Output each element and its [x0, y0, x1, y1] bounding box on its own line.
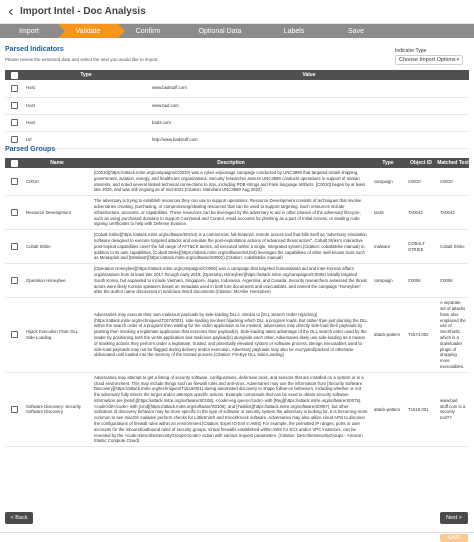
row-checkbox[interactable] [11, 85, 18, 92]
back-arrow-icon[interactable] [6, 7, 16, 17]
group-description: The adversary is trying to establish resources they can use to support operations. Resource Development consists of techniques that involve adversaries creating, purchasing, or compromising/stealing resources that can be used to support targeting. Such resources include infrastructure, accounts, or capabilities. These resources can be leveraged by the adversary to aid in other phases of the adversary lifecycle, such as using purchased domains to support Command and Control, email accounts for phishing as a part of Initial Access, or stealing code signing certificates to help with Defense Evasion. [91, 196, 371, 230]
row-checkbox[interactable] [11, 119, 18, 126]
group-type: tactic [371, 196, 405, 230]
step-validate[interactable]: Validate [58, 24, 118, 38]
step-optional-data[interactable]: Optional Data [178, 24, 262, 38]
group-description: [Cobalt Strike](https://attack.mitre.org/software/S0154) is a commercial, full-featured, remote access tool that bills itself as "adversary simulation software designed to execute targeted attacks and emulate the post-exploitation actions of advanced threat actors". Cobalt Strike's interactive post-exploit capabilities cover the full range of ATT&CK tactics, all executed within a single, integrated system.(Citation: cobaltstrike manual) In addition to its own capabilities, [Cobalt Strike](https://attack.mitre.org/software/S0154) leverages the capabilities of other well-known tools such as Metasploit and [Mimikatz](https://attack.mitre.org/software/S0002).(Citation: cobaltstrike manual) [91, 230, 371, 264]
table-row [5, 196, 469, 230]
group-name: Software Discovery: Security Software Discovery [23, 372, 91, 447]
group-name: C0010 [23, 168, 91, 196]
group-object-id: C0010 [405, 168, 437, 196]
group-matched-text: www.bad stuff.com is a security tool?? [437, 372, 469, 447]
indicator-type: Host [23, 80, 149, 97]
checkbox-icon[interactable] [11, 72, 18, 79]
parsed-groups-title: Parsed Groups [5, 146, 56, 153]
row-checkbox[interactable] [11, 331, 18, 338]
group-object-id: C0006 [405, 264, 437, 298]
column-header-type: Type [23, 70, 149, 80]
column-header-object-id: Object ID [405, 158, 437, 168]
step-confirm[interactable]: Confirm [118, 24, 178, 38]
step-import[interactable]: Import [0, 24, 58, 38]
indicator-value: bad3.com [149, 114, 469, 131]
indicator-type-label: Indicator Type [395, 48, 427, 54]
column-header-value: Value [149, 70, 469, 80]
row-checkbox[interactable] [11, 277, 18, 284]
table-row [5, 80, 469, 97]
group-matched-text: C0006 [437, 264, 469, 298]
group-description: Adversaries may attempt to get a listing of security software, configurations, defensive tools, and sensors that are installed on a system or in a cloud environment. This may include things such as firewall rules and anti-virus. Adversaries may use the information from [Security Software Discovery](https://attack.mitre.org/techniques/T1518/001) during automated discovery to shape follow-on behaviors, including whether or not the adversary fully infects the target and/or attempts specific actions. Example commands that can be used to obtain security software information are [netsh](https://attack.mitre.org/software/S0108), <code>reg query</code> with [Reg](https://attack.mitre.org/software/S0075), <code>dir</code> with [cmd](https://attack.mitre.org/software/S0106), and [Tasklist](https://attack.mitre.org/software/S0057), but other indicators of discovery behavior may be more specific to the type of software or security system the adversary is looking for. It is becoming more common to see macOS malware perform checks for LittleSnitch and KnockKnock software. Adversaries may also utilize cloud APIs to discover the configurations of firewall rules within an environment.(Citation: Expel IO Evil in AWS) For example, the permitted IP ranges, ports or user accounts for the inbound/outbound rules of security groups, virtual firewalls established within AWS for EC2 and/or VPC instances, can be revealed by the <code>DescribeSecurityGroups</code> action with various request parameters. (Citation: DescribeSecurityGroups - Amazon Elastic Compute Cloud) [91, 372, 371, 447]
parsed-indicators-title: Parsed Indicators [5, 46, 64, 53]
group-object-id: COBALT STRIKE [405, 230, 437, 264]
table-row [5, 230, 469, 264]
group-matched-text: A separate set of attacks have also emplaced the use of SecShield, which is a downloader plugin of dropping more executables. [437, 298, 469, 373]
table-row [5, 131, 469, 148]
step-labels[interactable]: Labels [262, 24, 326, 38]
page-title: Import Intel - Doc Analysis [20, 6, 146, 17]
group-type: campaign [371, 168, 405, 196]
group-description: Adversaries may execute their own malicious payloads by side-loading DLLs. Similar to [DLL Search Order Hijacking](https://attack.mitre.org/techniques/T1574/001), side-loading involves hijacking which DLL a program loads. But rather than just planting the DLL within the search order of a program then waiting for the victim application to be invoked, adversaries may directly side-load their payloads by planting then invoking a legitimate application that executes their payload(s). Side-loading takes advantage of the DLL search order used by the loader by positioning both the victim application and malicious payload(s) alongside each other. Adversaries likely use side-loading as a means of masking actions they perform under a legitimate, trusted, and potentially elevated system or software process. Benign executables used to side-load payloads may not be flagged during delivery and/or execution. Adversary payloads may also be encrypted/packed or otherwise obfuscated until loaded into the memory of the trusted process.(Citation: FireEye DLL Side-Loading) [91, 298, 371, 373]
row-checkbox[interactable] [11, 243, 18, 250]
table-row [5, 264, 469, 298]
row-checkbox[interactable] [11, 136, 18, 143]
indicator-type-select[interactable] [395, 55, 463, 65]
table-row [5, 97, 469, 114]
group-name: Hijack Execution Flow: DLL Side-Loading [23, 298, 91, 373]
indicators-table [5, 70, 469, 149]
group-type: attack-pattern [371, 298, 405, 373]
group-matched-text: TA0042 [437, 196, 469, 230]
save-button[interactable]: SAVE [440, 534, 468, 542]
group-matched-text: Cobalt Strike [437, 230, 469, 264]
checkbox-icon[interactable] [11, 160, 18, 167]
row-checkbox[interactable] [11, 102, 18, 109]
groups-header-row [5, 158, 469, 168]
group-type: attack-pattern [371, 372, 405, 447]
table-row [5, 298, 469, 373]
indicator-value: www.badstuff.com [149, 80, 469, 97]
group-object-id: TA0042 [405, 196, 437, 230]
table-row [5, 114, 469, 131]
parsed-indicators-hint: Please review the extracted data and select the intel you would like to import. [5, 57, 159, 62]
back-button[interactable]: < Back [5, 512, 33, 524]
group-description: [Operation Honeybee](https://attack.mitre.org/campaigns/C0006) was a campaign that targeted humanitarian aid and inter-Korean affairs organizations from at least late 2017 through early 2018. [Operation Honeybee](https://attack.mitre.org/campaigns/C0006) initially targeted South Korea, but expanded to include Vietnam, Singapore, Japan, Indonesia, Argentina, and Canada. Security researchers assessed the threat actors were likely Korean speakers based on metadata used in both lure documents and executables, and named the campaign "Honeybee" after the author name discovered in malicious Word documents.(Citation: McAfee Honeybee) [91, 264, 371, 298]
row-checkbox[interactable] [11, 406, 18, 413]
wizard-steps [0, 24, 474, 38]
indicator-type: Host [23, 97, 149, 114]
step-save[interactable]: Save [348, 27, 364, 35]
column-header-description: Description [91, 158, 371, 168]
row-checkbox[interactable] [11, 178, 18, 185]
group-object-id: T1518.001 [405, 372, 437, 447]
header-bar [0, 0, 474, 24]
footer-divider [0, 532, 474, 533]
select-all-groups[interactable] [5, 158, 23, 168]
column-header-matched-text: Matched Text [437, 160, 469, 166]
group-type: campaign [371, 264, 405, 298]
table-row [5, 372, 469, 447]
row-checkbox[interactable] [11, 209, 18, 216]
groups-table [5, 158, 469, 447]
group-type: malware [371, 230, 405, 264]
group-name: Cobalt Strike [23, 230, 91, 264]
chevron-down-icon: ▾ [456, 57, 459, 63]
group-object-id: T1574.002 [405, 298, 437, 373]
indicator-type-value: Choose Import Options [399, 57, 456, 63]
indicators-header-row [5, 70, 469, 80]
group-description: [C0010](https://attack.mitre.org/campaigns/C0010) was a cyber espionage campaign conducted by UNC3890 that targeted Israeli shipping, government, aviation, energy, and healthcare organizations. Security researcher assess UNC3890 conducts operations in support of Iranian interests, and noted several limited technical connections to Iran, including PDB strings and Farsi language artifacts. [C0010] began by at least late 2020, and was still ongoing as of mid-2022.(Citation: Mandiant UNC3890 Aug 2022) [91, 168, 371, 196]
group-name: Operation Honeybee [23, 264, 91, 298]
group-name: Resource Development [23, 196, 91, 230]
indicator-type: Host [23, 114, 149, 131]
column-header-type: Type [371, 158, 405, 168]
table-row [5, 168, 469, 196]
indicator-type: Url [23, 131, 149, 148]
indicator-value: www.bad.com [149, 97, 469, 114]
column-header-name: Name [23, 158, 91, 168]
group-matched-text: C0010 [437, 168, 469, 196]
select-all-indicators[interactable] [5, 70, 23, 80]
next-button[interactable]: Next > [440, 512, 468, 524]
indicator-value: http://www.badstuff.com [149, 131, 469, 148]
